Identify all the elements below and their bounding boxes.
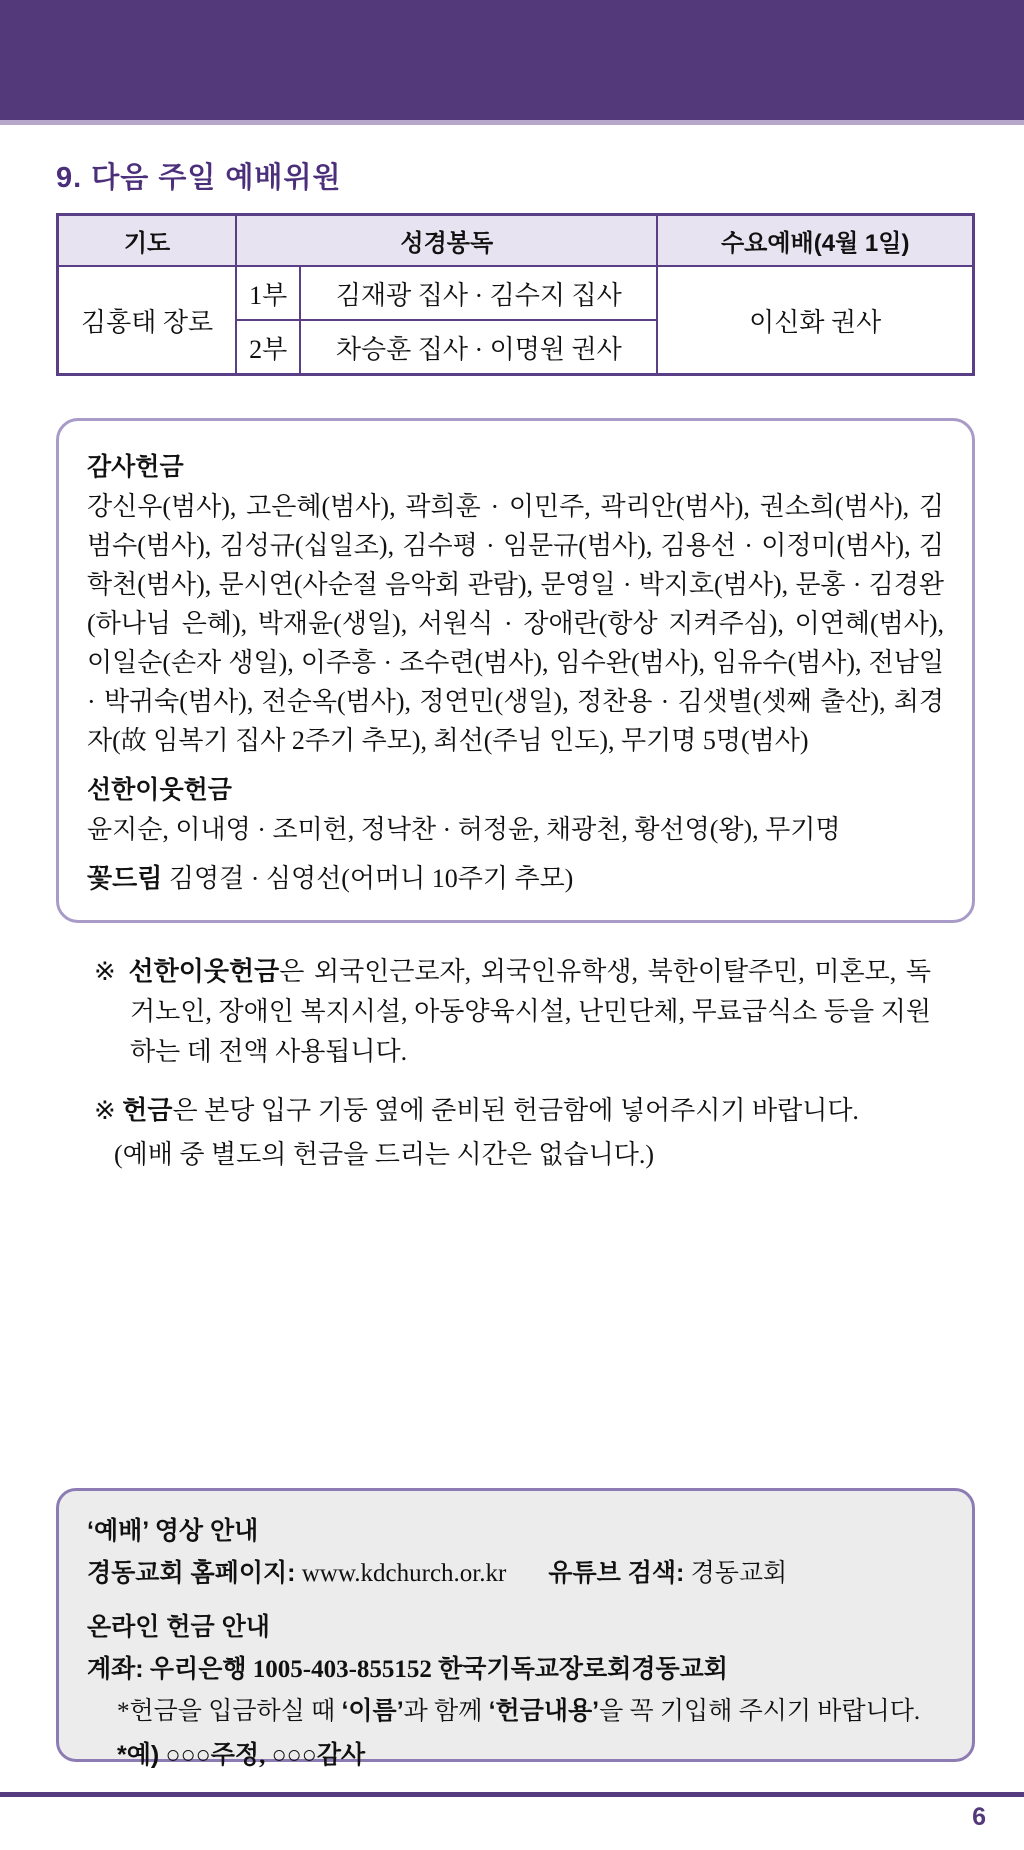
note-bold-term: 선한이웃헌금 (128, 956, 280, 986)
example-line (117, 1735, 944, 1771)
thanksgiving-offering-list: 강신우(범사), 고은혜(범사), 곽희훈 · 이민주, 곽리안(범사), 권소희(범사), 김범수(범사), 김성규(십일조), 김수평 · 임문규(범사), 김용선 · 이정미(범사), 김학천(범사), 문시연(사순절 음악회 관람), 문영일 · 박지호(범사), 문홍 · 김경완(하나님 은혜), 박재윤(생일), 서원식 · 장애란(항상 지켜주심), 이연혜(범사), 이일순(손자 생일), 이주흥 · 조수련(범사), 임수완(범사), 임유수(범사), 전남일 · 박귀숙(범사), 전순옥(범사), 정연민(생일), 정찬용 · 김샛별(셋째 출산), 최경자(故 임복기 집사 2주기 추모), 최선(주님 인도), 무기명 5명(범사) (87, 492, 944, 755)
deposit-note-mid: 과 함께 (403, 1698, 489, 1725)
good-neighbor-offering-list: 윤지순, 이내영 · 조미헌, 정낙찬 · 허정윤, 채광천, 황선영(왕), 무기명 (87, 815, 841, 844)
flower-offering-line (87, 859, 944, 898)
youtube-label: 유튜브 검색: (548, 1559, 685, 1587)
header-scripture-reading: 성경봉독 (236, 215, 657, 267)
readers-2-cell: 차승훈 집사 · 이명원 권사 (300, 320, 657, 375)
homepage-url: www.kdchurch.or.kr (295, 1560, 507, 1587)
deposit-note-name: ‘이름’ (341, 1697, 404, 1725)
homepage-label: 경동교회 홈페이지: (87, 1559, 296, 1587)
note-sub-text: (예배 중 별도의 헌금을 드리는 시간은 없습니다.) (114, 1140, 655, 1169)
account-line (87, 1649, 944, 1685)
youtube-value: 경동교회 (684, 1560, 788, 1587)
account-label: 계좌: (87, 1655, 144, 1683)
good-neighbor-offering-title: 선한이웃헌금 (87, 776, 232, 804)
part-1-cell: 1부 (236, 266, 300, 320)
note-marker: ※ (94, 957, 129, 986)
section-title: 9. 다음 주일 예배위원 (56, 162, 342, 194)
footer-divider (0, 1792, 1024, 1797)
video-guide-title: ‘예배’ 영상 안내 (87, 1517, 259, 1545)
homepage-line (87, 1553, 944, 1589)
note-text: 은 외국인근로자, 외국인유학생, 북한이탈주민, 미혼모, 독거노인, 장애인 복지시설, 아동양육시설, 난민단체, 무료급식소 등을 지원하는 데 전액 사용됩니다. (130, 957, 931, 1066)
example-text: ○○○주정, ○○○감사 (159, 1742, 366, 1769)
offering-box (56, 418, 975, 923)
flower-offering-text: 김영걸 · 심영선(어머니 10주기 추모) (162, 864, 574, 893)
note-bold-term: 헌금 (122, 1095, 173, 1125)
example-label: *예) (117, 1741, 160, 1769)
flower-offering-label: 꽃드림 (87, 863, 163, 893)
thanksgiving-offering-title: 감사헌금 (87, 453, 184, 481)
top-banner (0, 0, 1024, 125)
prayer-cell: 김홍태 장로 (58, 266, 237, 375)
account-value: 우리은행 1005-403-855152 한국기독교장로회경동교회 (143, 1656, 728, 1683)
deposit-note-content: ‘헌금내용’ (488, 1697, 600, 1725)
header-prayer: 기도 (58, 215, 237, 267)
table-header-row (58, 215, 974, 267)
page-content (0, 155, 1024, 1175)
worship-committee-table (56, 213, 975, 376)
note-good-neighbor (94, 951, 931, 1072)
online-offering-title: 온라인 헌금 안내 (87, 1613, 270, 1641)
header-wednesday-service: 수요예배(4월 1일) (657, 215, 973, 267)
note-text: 은 본당 입구 기둥 옆에 준비된 헌금함에 넣어주시기 바랍니다. (172, 1096, 859, 1125)
deposit-note-line (117, 1691, 944, 1727)
page-number: 6 (972, 1803, 986, 1831)
wednesday-cell: 이신화 권사 (657, 266, 973, 375)
info-box (56, 1488, 975, 1769)
deposit-note-post: 을 꼭 기입해 주시기 바랍니다. (599, 1698, 921, 1725)
deposit-note-pre: *헌금을 입금하실 때 (117, 1698, 342, 1725)
readers-1-cell: 김재광 집사 · 김수지 집사 (300, 266, 657, 320)
part-2-cell: 2부 (236, 320, 300, 375)
notes-section (94, 951, 931, 1175)
table-row (58, 266, 974, 320)
note-marker: ※ (94, 1096, 123, 1125)
note-offering-location (94, 1090, 931, 1131)
